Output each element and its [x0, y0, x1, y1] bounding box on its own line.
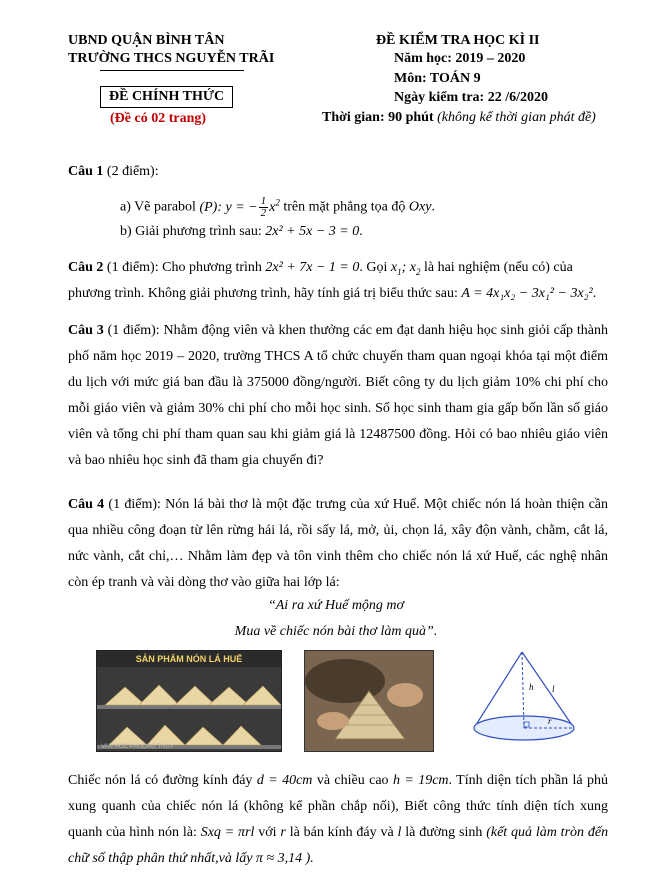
question-1b: b) Giải phương trình sau: 2x² + 5x − 3 = 0.	[120, 224, 363, 239]
cone-height-label: h	[529, 682, 534, 692]
question-1a-suffix: trên mặt phẳng tọa độ	[283, 199, 406, 215]
question-4-title: Câu 4	[68, 497, 105, 512]
pi-approx: π ≈ 3,14	[255, 851, 303, 866]
question-4-task	[68, 768, 608, 872]
question-2-text-1: Cho phương trình	[162, 260, 262, 275]
photo-caption: SẢN PHẨM NÓN LÁ HUẾ	[97, 651, 281, 667]
question-1-heading	[68, 162, 159, 182]
question-2-text-4: phương trình. Không giải phương trình, hãy tính giá trị biểu thức sau:	[68, 286, 458, 301]
school-year: Năm học: 2019 – 2020	[394, 51, 526, 66]
question-3-text-c: đồng. Hỏi có bao nhiêu giáo viên và bao nhiêu học sinh đã tham gia chuyến đi?	[68, 427, 609, 468]
rounding-note: (kết quả làm tròn đến chữ số thập phân thứ nhất,và lấy	[68, 825, 609, 866]
task-text-c: . Tính diện tích phần lá phủ xung quanh của chiếc nón lá (không kể phần chắp nối), Biết công thức tính diện tích xung quanh của hình nón là:	[68, 773, 609, 840]
question-3-text-a: Nhằm động viên và khen thưởng các em đạt danh hiệu học sinh giỏi cấp thành phố năm học 2019 – 2020, trường THCS A tổ chức chuyến tham quan ngoại khóa tại một điểm du lịch với mức giá ban đầu là	[68, 323, 609, 390]
height-value: h = 19cm	[392, 773, 449, 788]
question-2-text-2: . Gọi	[359, 260, 388, 275]
poem-line-1: “Ai ra xứ Huế mộng mơ	[267, 598, 405, 613]
initial-price: 375000	[246, 375, 289, 390]
district-name: UBND QUẬN BÌNH TÂN	[68, 33, 225, 48]
question-2-text-3: là hai nghiệm (nếu có) của	[423, 260, 573, 275]
rounding-note-end: ).	[305, 851, 314, 866]
cone-radius-label: r	[548, 716, 552, 726]
cone-diagram	[466, 648, 586, 752]
exam-date: Ngày kiểm tra: 22 /6/2020	[394, 90, 548, 105]
question-3	[68, 318, 608, 474]
exam-time	[322, 110, 596, 126]
slant-symbol: l	[397, 825, 402, 840]
parabol-formula: (P): y = − $\frac{1}{2}$ $x^2$	[199, 194, 280, 219]
cone-slant-label: l	[552, 684, 555, 694]
question-4-text: Nón lá bài thơ là một đặc trưng của xứ Huế. Một chiếc nón lá hoàn thiện cần qua nhiều công đoạn từ lên rừng hái lá, rồi sấy lá, mở, ủi, chọn lá, xây độn vành, chằm, cắt lá, nức vành, cắt chỉ,… Nhằm làm đẹp và tôn vinh thêm cho chiếc nón lá xứ Huế, các nghệ nhân còn ép tranh và vài dòng thơ vào giữa hai lớp lá:	[68, 497, 609, 590]
question-3-points: (1 điểm):	[107, 323, 160, 338]
question-2-line2: phương trình. Không giải phương trình, hãy tính giá trị biểu thức sau: A = 4x₁x₂ − 3x₁² − 3x₂².	[68, 286, 597, 301]
lateral-area-formula: Sxq = πrl	[200, 825, 255, 840]
question-2-title: Câu 2	[68, 260, 104, 275]
radius-symbol: r	[280, 825, 286, 840]
conical-hat-product-photo	[96, 650, 282, 752]
question-3-text-b: đồng/người. Biết công ty du lịch giảm 10% chi phí cho mỗi giáo viên và giảm 30% chi phí cho mỗi học sinh. Số học sinh tham gia gấp bốn lần số giáo viên và tổng chi phí tham quan sau khi giảm giá là	[68, 375, 609, 442]
subject: Môn: TOÁN 9	[394, 71, 481, 86]
photo-watermark: VAN HOC PHUONG THUY	[101, 744, 174, 750]
exam-title: ĐỀ KIỂM TRA HỌC KÌ II	[376, 33, 540, 48]
plane-label: Oxy	[408, 199, 432, 215]
time-label: Thời gian: 90 phút	[322, 110, 434, 125]
question-3-title: Câu 3	[68, 323, 104, 338]
question-2-equation: 2x² + 7x − 1 = 0	[265, 260, 360, 275]
question-2-points: (1 điểm):	[106, 260, 159, 275]
school-name: TRƯỜNG THCS NGUYỄN TRÃI	[68, 51, 275, 66]
question-1b-text: b) Giải phương trình sau:	[120, 224, 262, 239]
cone-figure	[466, 648, 586, 752]
artisan-weaving-hat	[305, 651, 433, 751]
question-1b-equation: 2x² + 5x − 3 = 0	[265, 224, 360, 239]
question-1-title: Câu 1	[68, 164, 104, 179]
task-text-d: với	[258, 825, 277, 840]
task-text-e: là bán kính đáy và	[289, 825, 394, 840]
hat-making-photo	[304, 650, 434, 752]
diameter-value: d = 40cm	[256, 773, 313, 788]
task-text-b: và chiều cao	[316, 773, 389, 788]
time-note: (không kể thời gian phát đề)	[437, 110, 596, 125]
task-text-a: Chiếc nón lá có đường kính đáy	[68, 773, 253, 788]
question-4-points: (1 điểm):	[108, 497, 161, 512]
question-1-points: (2 điểm):	[106, 164, 159, 179]
question-4	[68, 492, 608, 596]
question-1a: a) Vẽ parabol (P): y = − $\frac{1}{2}$ $x^2$ trên mặt phẳng tọa độ Oxy.	[120, 194, 435, 219]
question-1a-prefix: a) Vẽ parabol	[120, 199, 196, 215]
total-cost: 12487500	[359, 427, 416, 442]
conical-hats-shelf	[97, 667, 281, 751]
task-text-f: là đường sinh	[405, 825, 483, 840]
header-underline	[100, 70, 244, 71]
page-note: (Đề có 02 trang)	[110, 111, 207, 126]
official-label: ĐỀ CHÍNH THỨC	[100, 86, 233, 108]
question-2-line1	[68, 258, 573, 282]
question-2-expression: A = 4x₁x₂ − 3x₁² − 3x₂²	[461, 286, 593, 301]
poem-line-2: Mua về chiếc nón bài thơ làm quà”.	[234, 624, 438, 639]
roots-symbols: $x_1$; $x_2$	[390, 260, 421, 277]
